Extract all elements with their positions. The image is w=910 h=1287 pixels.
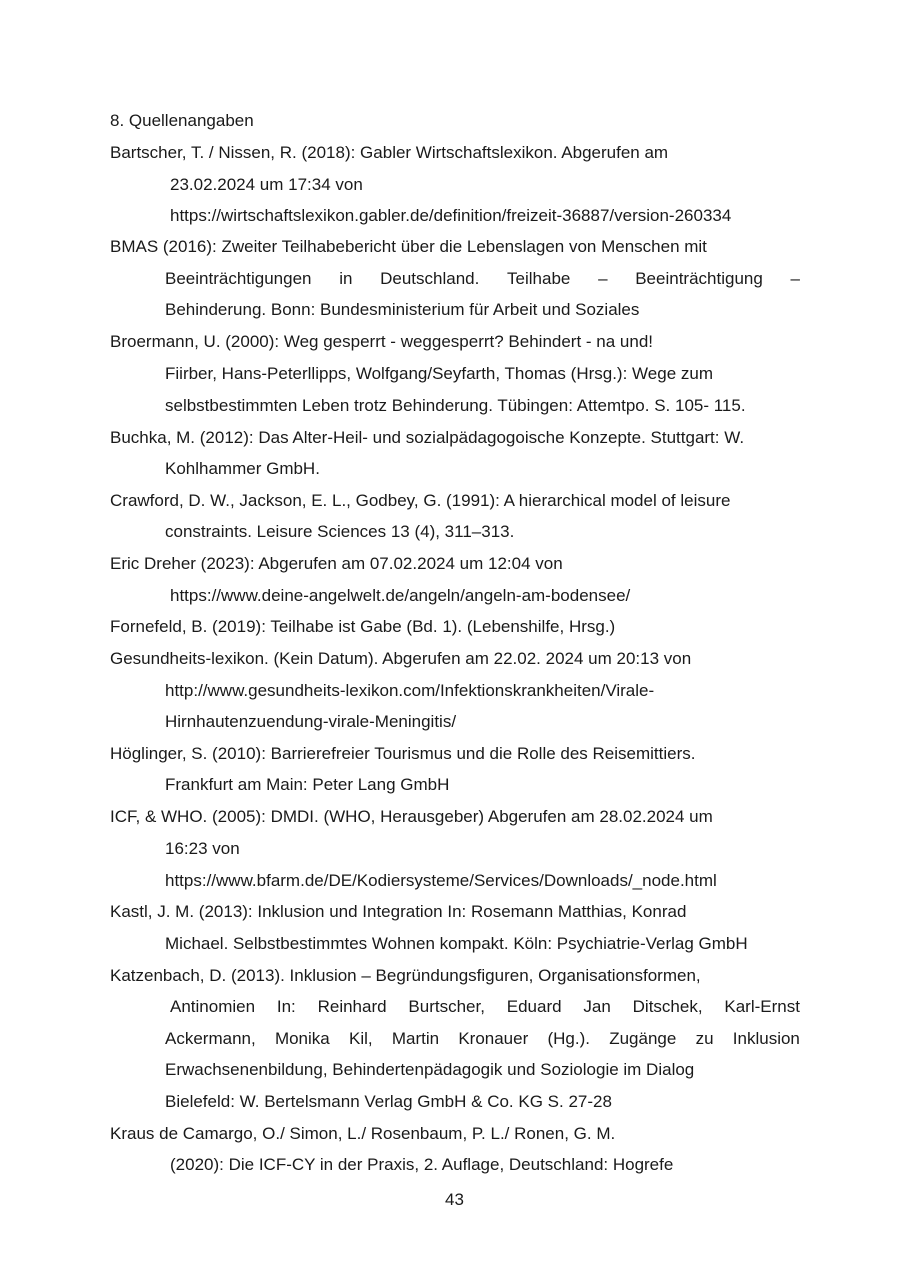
reference-line: BMAS (2016): Zweiter Teilhabebericht über die Lebenslagen von Menschen mit	[110, 237, 707, 256]
reference-line: Fiirber, Hans-Peterllipps, Wolfgang/Seyfarth, Thomas (Hrsg.): Wege zum	[165, 364, 713, 383]
reference-line: Kastl, J. M. (2013): Inklusion und Integration In: Rosemann Matthias, Konrad	[110, 902, 687, 921]
reference-line: constraints. Leisure Sciences 13 (4), 311–313.	[165, 522, 515, 541]
reference-line: Fornefeld, B. (2019): Teilhabe ist Gabe (Bd. 1). (Lebenshilfe, Hrsg.)	[110, 617, 616, 636]
page-number: 43	[445, 1190, 464, 1209]
reference-line: Bielefeld: W. Bertelsmann Verlag GmbH & Co. KG S. 27-28	[165, 1092, 612, 1111]
reference-line: Antinomien In: Reinhard Burtscher, Eduard Jan Ditschek, Karl-Ernst	[170, 997, 800, 1016]
reference-line: 23.02.2024 um 17:34 von	[170, 175, 363, 194]
reference-line: http://www.gesundheits-lexikon.com/Infektionskrankheiten/Virale-	[165, 681, 655, 700]
reference-line: Kohlhammer GmbH.	[165, 459, 320, 478]
reference-line: ICF, & WHO. (2005): DMDI. (WHO, Herausgeber) Abgerufen am 28.02.2024 um	[110, 807, 713, 826]
reference-line: (2020): Die ICF-CY in der Praxis, 2. Auflage, Deutschland: Hogrefe	[170, 1155, 674, 1174]
reference-line: 16:23 von	[165, 839, 240, 858]
reference-line: Michael. Selbstbestimmtes Wohnen kompakt. Köln: Psychiatrie-Verlag GmbH	[165, 934, 748, 953]
reference-line: Katzenbach, D. (2013). Inklusion – Begründungsfiguren, Organisationsformen,	[110, 966, 701, 985]
reference-line: Erwachsenenbildung, Behindertenpädagogik und Soziologie im Dialog	[165, 1060, 695, 1079]
reference-line: selbstbestimmten Leben trotz Behinderung. Tübingen: Attemtpo. S. 105- 115.	[165, 396, 746, 415]
reference-line: Höglinger, S. (2010): Barrierefreier Tourismus und die Rolle des Reisemittiers.	[110, 744, 696, 763]
reference-line: Ackermann, Monika Kil, Martin Kronauer (Hg.). Zugänge zu Inklusion	[165, 1029, 800, 1048]
reference-line: https://www.deine-angelwelt.de/angeln/angeln-am-bodensee/	[170, 586, 631, 605]
section-heading: 8. Quellenangaben	[110, 111, 254, 130]
reference-line: Gesundheits-lexikon. (Kein Datum). Abgerufen am 22.02. 2024 um 20:13 von	[110, 649, 692, 668]
reference-line: Beeinträchtigungen in Deutschland. Teilhabe – Beeinträchtigung –	[165, 269, 800, 288]
reference-line: Frankfurt am Main: Peter Lang GmbH	[165, 775, 450, 794]
reference-line: Kraus de Camargo, O./ Simon, L./ Rosenbaum, P. L./ Ronen, G. M.	[110, 1124, 616, 1143]
reference-line: Crawford, D. W., Jackson, E. L., Godbey, G. (1991): A hierarchical model of leisure	[110, 491, 731, 510]
reference-line: Eric Dreher (2023): Abgerufen am 07.02.2024 um 12:04 von	[110, 554, 563, 573]
reference-line: Behinderung. Bonn: Bundesministerium für Arbeit und Soziales	[165, 300, 640, 319]
reference-line: https://www.bfarm.de/DE/Kodiersysteme/Services/Downloads/_node.html	[165, 871, 717, 890]
reference-line: Buchka, M. (2012): Das Alter-Heil- und sozialpädagogoische Konzepte. Stuttgart: W.	[110, 428, 745, 447]
reference-line: Broermann, U. (2000): Weg gesperrt - weggesperrt? Behindert - na und!	[110, 332, 654, 351]
reference-line: Bartscher, T. / Nissen, R. (2018): Gabler Wirtschaftslexikon. Abgerufen am	[110, 143, 669, 162]
reference-line: https://wirtschaftslexikon.gabler.de/definition/freizeit-36887/version-260334	[170, 206, 732, 225]
reference-line: Hirnhautenzuendung-virale-Meningitis/	[165, 712, 457, 731]
